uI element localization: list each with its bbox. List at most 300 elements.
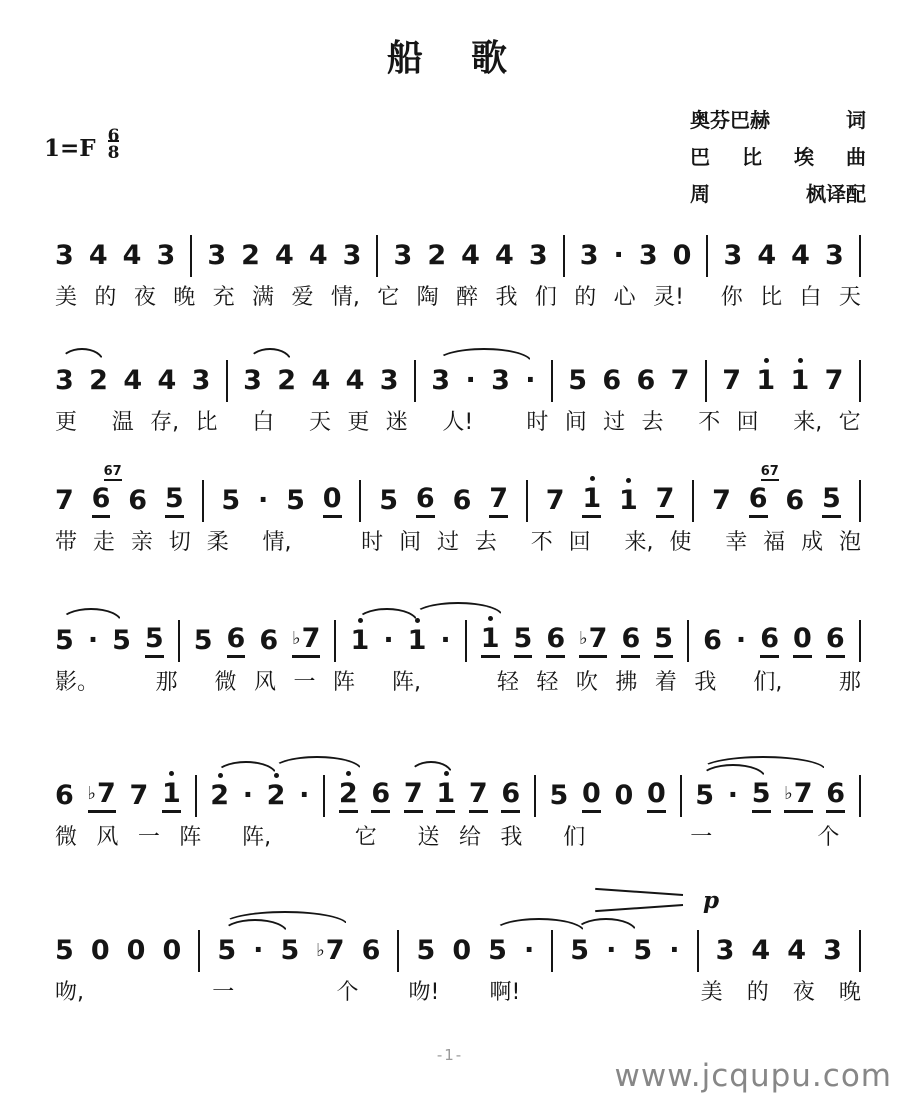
lyric-spacer <box>291 823 293 853</box>
slur-arc <box>493 918 585 932</box>
lyric-spacer <box>477 668 479 698</box>
lyric-syllable: 回 <box>736 410 759 435</box>
note-core: ♭7 <box>579 624 607 658</box>
lyric-syllable: 心 <box>613 285 636 310</box>
lyric-spacer <box>108 978 110 1008</box>
note-core: · <box>465 365 476 396</box>
lyric-syllable: 白 <box>252 410 275 435</box>
note-core: 2 <box>277 365 297 396</box>
note <box>579 624 607 658</box>
note-core: 4 <box>275 240 294 271</box>
note <box>55 366 74 396</box>
octave-dot <box>274 773 279 778</box>
slur-arc <box>356 608 418 622</box>
lyric-syllable: 亲 <box>130 530 153 555</box>
lyric-syllable: 来, <box>624 530 654 555</box>
note-core: 7 <box>545 485 565 516</box>
lyric-syllable: 比 <box>760 285 783 310</box>
lyric-syllable: 温 <box>111 410 134 435</box>
lyric-syllable: 影。 <box>55 670 100 695</box>
note <box>416 484 435 518</box>
note <box>123 241 142 271</box>
watermark: www.jcqupu.com <box>614 1058 892 1094</box>
dynamic-p: p <box>703 887 720 914</box>
lyric-syllable: 一 <box>212 980 235 1005</box>
rest-note <box>673 241 692 271</box>
note-core: 2 <box>427 240 447 271</box>
note-core: · <box>87 625 99 656</box>
lyric-syllable: 的 <box>94 285 117 310</box>
lyric-syllable: 给 <box>458 825 481 850</box>
note <box>162 779 181 813</box>
note <box>243 366 262 396</box>
lyric-syllable: 时 <box>526 410 549 435</box>
note-core: 3 <box>379 365 399 396</box>
rest-note <box>127 936 146 966</box>
note <box>339 779 358 813</box>
notation-system <box>55 623 861 698</box>
lyric-spacer <box>701 283 703 313</box>
aug-dot <box>465 366 475 396</box>
lyric-syllable: 爱 <box>291 285 314 310</box>
flat-icon: ♭ <box>292 628 301 649</box>
note <box>346 366 365 396</box>
octave-dot <box>626 478 631 483</box>
note-core: · <box>669 935 680 966</box>
note-core: 4 <box>308 240 328 271</box>
note-core: 0 <box>162 935 182 966</box>
note <box>55 241 74 271</box>
lyric-spacer <box>343 528 345 558</box>
note <box>469 779 488 813</box>
note-core: 2 <box>339 779 358 813</box>
note-core: 6 <box>259 625 279 656</box>
note-core: 2 <box>210 780 229 811</box>
note <box>722 366 741 396</box>
barline <box>859 620 861 662</box>
note <box>825 241 844 271</box>
note <box>619 486 638 516</box>
note-core: 4 <box>495 240 514 271</box>
lyric-syllable: 啊! <box>489 980 521 1005</box>
octave-dot <box>346 771 351 776</box>
lyric-spacer <box>734 668 736 698</box>
lyric-syllable: 那 <box>838 670 861 695</box>
lyric-spacer <box>438 668 440 698</box>
note-core: 7 <box>469 779 488 813</box>
lyric-syllable: 那 <box>155 670 178 695</box>
barline <box>697 930 699 972</box>
note-core: 4 <box>88 240 108 271</box>
note-core: 6 <box>749 484 768 518</box>
lyric-spacer <box>117 668 119 698</box>
lyrics-row <box>55 823 861 853</box>
note <box>751 936 770 966</box>
note-core: 3 <box>431 365 451 396</box>
note <box>286 486 305 516</box>
note <box>343 241 362 271</box>
note-core: 5 <box>217 935 237 966</box>
note-core: 5 <box>280 935 300 966</box>
lyric-spacer <box>186 978 188 1008</box>
note <box>292 624 320 658</box>
note <box>621 624 640 658</box>
lyric-spacer <box>649 978 651 1008</box>
lyric-syllable: 成 <box>801 530 824 555</box>
lyric-spacer <box>291 408 293 438</box>
barline <box>859 235 861 277</box>
note-core: 6 <box>826 779 845 813</box>
lyric-spacer <box>622 978 624 1008</box>
barline <box>859 775 861 817</box>
lyric-syllable: 去 <box>474 530 497 555</box>
lyric-syllable: 回 <box>568 530 591 555</box>
lyric-spacer <box>93 408 95 438</box>
slur-arc <box>60 608 122 622</box>
note-core: · <box>735 625 747 656</box>
lyric-syllable: 美 <box>700 980 723 1005</box>
lyric-spacer <box>775 408 777 438</box>
barline <box>680 775 682 817</box>
lyric-syllable: 的 <box>574 285 597 310</box>
lyric-syllable: 陶 <box>416 285 439 310</box>
lyric-syllable: 更 <box>347 410 370 435</box>
note <box>461 241 480 271</box>
hairpin-line <box>595 888 683 896</box>
lyric-spacer <box>312 823 314 853</box>
note-core: 0 <box>323 484 342 518</box>
barline <box>526 480 528 522</box>
notes-row <box>55 363 861 399</box>
lyric-spacer <box>753 823 755 853</box>
note <box>408 626 427 656</box>
lyric-spacer <box>707 528 709 558</box>
barline <box>359 480 361 522</box>
lyric-syllable: 间 <box>399 530 422 555</box>
note <box>791 241 810 271</box>
octave-dot <box>590 476 595 481</box>
barline <box>195 775 197 817</box>
note-core: · <box>613 240 624 271</box>
lyric-spacer <box>570 978 572 1008</box>
aug-dot <box>524 936 534 966</box>
song-title: 船 歌 <box>386 38 513 79</box>
note <box>192 366 211 396</box>
note-core: 3 <box>491 365 510 396</box>
note <box>785 486 804 516</box>
note-core: 1 <box>790 365 810 396</box>
notes-row <box>55 238 861 274</box>
note <box>568 366 587 396</box>
note <box>489 484 508 518</box>
lyric-syllable: 使 <box>669 530 692 555</box>
rest-note <box>452 936 471 966</box>
lyrics-row <box>55 528 861 558</box>
note-core: 3 <box>638 240 658 271</box>
note <box>130 781 149 811</box>
lyric-syllable: 情, <box>330 285 360 310</box>
lyric-syllable: 风 <box>96 825 119 850</box>
note <box>724 241 743 271</box>
rest-note <box>615 781 634 811</box>
lyric-syllable: 天 <box>838 285 861 310</box>
slur-arc <box>215 761 277 775</box>
hairpin-line <box>595 904 683 912</box>
note <box>757 241 776 271</box>
lyric-syllable: 你 <box>720 285 743 310</box>
note-core: 7 <box>489 484 508 518</box>
lyric-syllable: 阵 <box>332 670 355 695</box>
note-core: 5 <box>822 484 841 518</box>
lyric-syllable: 阵 <box>179 825 202 850</box>
note-core: 5 <box>752 779 771 813</box>
rest-note <box>91 936 110 966</box>
lyric-syllable: 夜 <box>133 285 156 310</box>
lyrics-row <box>55 668 861 698</box>
note-core: 6 <box>785 485 805 516</box>
note <box>277 366 296 396</box>
note <box>656 484 675 518</box>
lyric-syllable: 它 <box>354 825 377 850</box>
notation-system <box>55 464 861 558</box>
notation-system <box>55 778 861 853</box>
rest-note <box>647 779 666 813</box>
octave-dot <box>169 771 174 776</box>
note-core: 6 <box>703 625 722 656</box>
barline <box>687 620 689 662</box>
note-core: 6 <box>546 624 565 658</box>
note <box>427 241 446 271</box>
lyric-spacer <box>245 528 247 558</box>
lyric-spacer <box>796 823 798 853</box>
lyric-syllable: 微 <box>214 670 237 695</box>
note-core: 2 <box>89 365 108 396</box>
note <box>145 624 164 658</box>
note-core: 7 <box>824 365 844 396</box>
aug-dot <box>669 936 679 966</box>
lyric-spacer <box>675 978 677 1008</box>
lyric-syllable: 间 <box>564 410 587 435</box>
octave-dot <box>218 773 223 778</box>
slur-arc <box>575 918 637 932</box>
note <box>316 936 344 966</box>
barline <box>323 775 325 817</box>
lyric-syllable: 迷 <box>385 410 408 435</box>
note-core: ♭7 <box>784 779 812 813</box>
barline <box>705 360 707 402</box>
note <box>825 366 844 396</box>
note <box>55 486 74 516</box>
lyric-syllable: 它 <box>838 410 861 435</box>
lyric-syllable: 们, <box>753 670 783 695</box>
note-core: 6 <box>55 780 74 811</box>
rest-note <box>323 484 342 518</box>
note-core: · <box>440 625 451 656</box>
credit-text: 比 <box>742 145 762 169</box>
decrescendo-hairpin <box>595 893 683 907</box>
note-core: 1 <box>436 779 455 813</box>
aug-dot <box>253 936 263 966</box>
note <box>529 241 548 271</box>
note <box>88 779 116 813</box>
lyric-syllable: 柔 <box>206 530 229 555</box>
note-core: 4 <box>791 240 810 271</box>
note-core: 6 <box>826 624 845 658</box>
barline <box>692 480 694 522</box>
note-core: 1 <box>407 625 427 656</box>
credit-line <box>690 102 866 139</box>
aug-dot <box>440 626 450 656</box>
note <box>602 366 621 396</box>
grace-notes: 67 <box>103 464 122 479</box>
notation-system <box>55 887 861 1008</box>
note-core: 4 <box>157 365 177 396</box>
lyric-syllable: 晚 <box>838 980 861 1005</box>
aug-dot <box>88 626 98 656</box>
lyric-spacer <box>333 823 335 853</box>
note-core: 5 <box>416 935 436 966</box>
lyric-syllable: 风 <box>253 670 276 695</box>
lyrics-row <box>55 978 861 1008</box>
rest-note <box>793 624 812 658</box>
notes-row <box>55 623 861 659</box>
octave-dot <box>764 358 769 363</box>
barline <box>465 620 467 662</box>
note-core: 4 <box>757 240 777 271</box>
rest-note <box>582 779 601 813</box>
note <box>826 779 845 813</box>
note-core: 5 <box>286 485 305 516</box>
note-core: 3 <box>55 240 74 271</box>
lyric-spacer <box>544 978 546 1008</box>
lyric-spacer <box>669 823 671 853</box>
lyric-syllable: 情, <box>262 530 292 555</box>
note-core: 5 <box>55 935 74 966</box>
note-core: 3 <box>824 240 844 271</box>
note-core: 0 <box>582 779 601 813</box>
lyric-spacer <box>284 978 286 1008</box>
aug-dot <box>299 781 309 811</box>
aug-dot <box>383 626 393 656</box>
note <box>546 624 565 658</box>
note-core: 5 <box>549 780 569 811</box>
credit-text: 埃 <box>794 145 814 169</box>
note <box>311 366 330 396</box>
note <box>501 779 520 813</box>
note-core: 1 <box>481 624 500 658</box>
lyric-syllable: 的 <box>746 980 769 1005</box>
note-core: 5 <box>568 365 587 396</box>
lyric-syllable: 过 <box>603 410 626 435</box>
lyric-spacer <box>513 528 515 558</box>
barline <box>202 480 204 522</box>
note-core: 3 <box>393 240 413 271</box>
lyric-spacer <box>307 528 309 558</box>
barline <box>706 235 708 277</box>
lyric-spacer <box>607 528 609 558</box>
lyric-syllable: 带 <box>55 530 78 555</box>
note-core: · <box>383 625 394 656</box>
note-core: 7 <box>712 485 731 516</box>
note <box>716 936 735 966</box>
lyric-syllable: 幸 <box>725 530 748 555</box>
lyric-spacer <box>490 408 492 438</box>
note-core: 7 <box>670 365 690 396</box>
note <box>280 936 299 966</box>
octave-dot <box>415 618 420 623</box>
note-core: 0 <box>672 240 692 271</box>
note-core: · <box>299 780 310 811</box>
note-core: 7 <box>404 779 423 813</box>
note <box>748 464 779 518</box>
note <box>156 241 175 271</box>
note <box>495 241 514 271</box>
lyric-spacer <box>258 978 260 1008</box>
lyric-spacer <box>325 528 327 558</box>
note <box>55 936 74 966</box>
barline <box>198 930 200 972</box>
note <box>165 484 184 518</box>
notes-row <box>55 887 861 969</box>
lyric-syllable: 轻 <box>536 670 559 695</box>
lyric-syllable: 着 <box>654 670 677 695</box>
lyrics-row <box>55 283 861 313</box>
barline <box>551 930 553 972</box>
lyric-syllable: 吻! <box>408 980 440 1005</box>
lyric-syllable: 们 <box>563 825 586 850</box>
octave-dot <box>488 616 493 621</box>
lyric-spacer <box>775 823 777 853</box>
note <box>394 241 413 271</box>
note <box>210 781 229 811</box>
note <box>654 624 673 658</box>
slur-arc <box>222 911 348 925</box>
lyric-spacer <box>134 978 136 1008</box>
note <box>89 241 108 271</box>
lyric-spacer <box>463 978 465 1008</box>
lyric-spacer <box>508 408 510 438</box>
lyric-spacer <box>596 978 598 1008</box>
note <box>275 241 294 271</box>
note <box>241 241 260 271</box>
lyric-spacer <box>859 823 861 853</box>
note <box>570 936 589 966</box>
lyric-syllable: 送 <box>417 825 440 850</box>
credit-line <box>690 139 866 176</box>
note <box>362 936 381 966</box>
note <box>416 936 435 966</box>
note-core: · <box>242 780 253 811</box>
lyric-syllable: 人! <box>442 410 474 435</box>
note-core: 3 <box>723 240 743 271</box>
note-core: 5 <box>514 624 533 658</box>
note-core: ♭7 <box>316 935 345 966</box>
note-core: 6 <box>621 624 640 658</box>
note-core: 1 <box>618 485 638 516</box>
lyric-spacer <box>372 668 374 698</box>
note-core: 6 <box>128 485 148 516</box>
lyric-syllable: 灵! <box>653 285 684 310</box>
barline <box>334 620 336 662</box>
flat-icon: ♭ <box>784 783 793 804</box>
lyric-spacer <box>732 823 734 853</box>
note <box>91 464 122 518</box>
time-denominator: 8 <box>108 140 120 163</box>
lyric-spacer <box>383 978 385 1008</box>
lyric-syllable: 阵, <box>391 670 421 695</box>
note-core: 7 <box>55 485 74 516</box>
note-core: 5 <box>55 625 74 656</box>
